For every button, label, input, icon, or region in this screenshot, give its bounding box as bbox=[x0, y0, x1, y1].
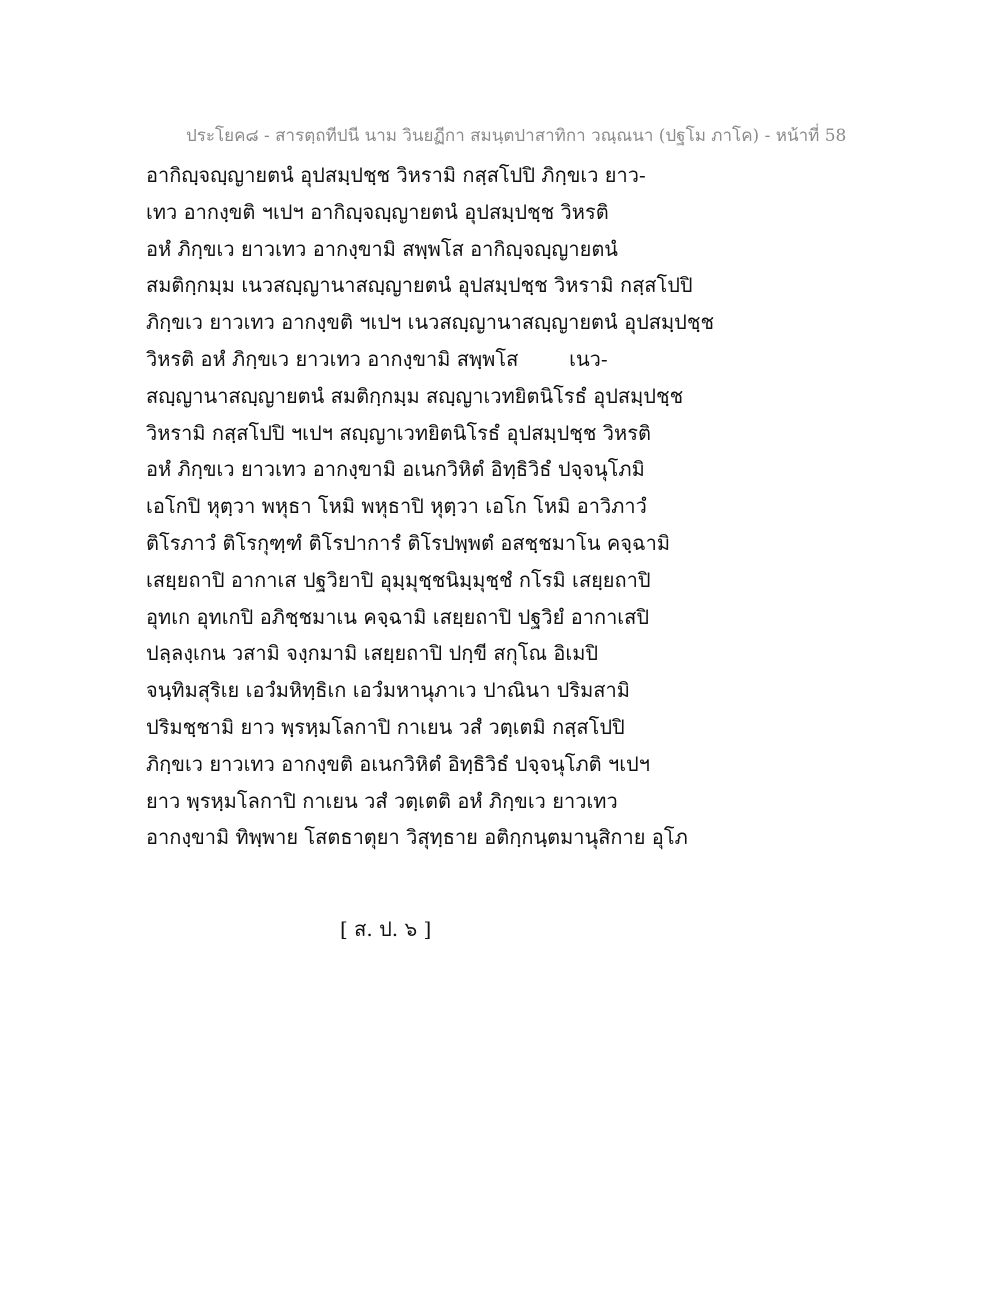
text-line: ยาว พฺรหฺมโลกาปิ กาเยน วสํ วตฺเตติ อหํ ภิกฺขเว ยาวเทว bbox=[146, 788, 618, 813]
text-line: วิหรติ อหํ ภิกฺขเว ยาวเทว อากงฺขามิ สพฺพโส เนว- bbox=[146, 346, 608, 371]
text-line: วิหรามิ กสฺสโปปิ ฯเปฯ สญฺญาเวทยิตนิโรธํ อุปสมฺปชฺช วิหรติ bbox=[146, 420, 651, 445]
text-line: อหํ ภิกฺขเว ยาวเทว อากงฺขามิ อเนกวิหิตํ อิทฺธิวิธํ ปจฺจนุโภมิ bbox=[146, 457, 645, 482]
text-line: ภิกฺขเว ยาวเทว อากงฺขติ ฯเปฯ เนวสญฺญานาสญฺญายตนํ อุปสมฺปชฺช bbox=[146, 310, 715, 335]
text-line: สมติกฺกมฺม เนวสญฺญานาสญฺญายตนํ อุปสมฺปชฺช วิหรามิ กสฺสโปปิ bbox=[146, 273, 693, 298]
text-line: เทว อากงฺขติ ฯเปฯ อากิญฺจญฺญายตนํ อุปสมฺปชฺช วิหรติ bbox=[146, 199, 609, 224]
text-line: จนฺทิมสุริเย เอวํมหิทฺธิเก เอวํมหานุภาเว ปาณินา ปริมสามิ bbox=[146, 678, 630, 703]
text-line: สญฺญานาสญฺญายตนํ สมติกฺกมฺม สญฺญาเวทยิตนิโรธํ อุปสมฺปชฺช bbox=[146, 383, 684, 408]
text-line: ติโรภาวํ ติโรกุฑฺฑํ ติโรปาการํ ติโรปพฺพตํ อสชฺชมาโน คจฺฉามิ bbox=[146, 530, 671, 555]
running-header: ประโยค๘ - สารตฺถทีปนี นาม วินยฏีกา สมนฺตปาสาทิกา วณฺณนา (ปฐโม ภาโค) - หน้าที่ 58 bbox=[186, 126, 847, 146]
text-line: อหํ ภิกฺขเว ยาวเทว อากงฺขามิ สพฺพโส อากิญฺจญฺญายตนํ bbox=[146, 236, 618, 261]
text-line: ภิกฺขเว ยาวเทว อากงฺขติ อเนกวิหิตํ อิทฺธิวิธํ ปจฺจนุโภติ ฯเปฯ bbox=[146, 751, 650, 776]
text-line: ปลฺลงฺเกน วสามิ จงฺกมามิ เสยฺยถาปิ ปกฺขี สกุโณ อิเมปิ bbox=[146, 641, 599, 666]
text-line: เอโกปิ หุตฺวา พหุธา โหมิ พหุธาปิ หุตฺวา เอโก โหมิ อาวิภาวํ bbox=[146, 494, 647, 519]
text-line: ปริมชฺชามิ ยาว พฺรหฺมโลกาปิ กาเยน วสํ วตฺเตมิ กสฺสโปปิ bbox=[146, 714, 625, 739]
body-text bbox=[146, 160, 715, 859]
text-line: อากงฺขามิ ทิพฺพาย โสตธาตุยา วิสุทฺธาย อติกฺกนฺตมานุสิกาย อุโภ bbox=[146, 825, 688, 850]
text-line: อุทเก อุทเกปิ อภิชฺชมาเน คจฺฉามิ เสยฺยถาปิ ปฐวิยํ อากาเสปิ bbox=[146, 604, 650, 629]
page-signature: [ ส. ป. ๖ ] bbox=[340, 917, 432, 941]
text-line: เสยฺยถาปิ อากาเส ปฐวิยาปิ อุมฺมุชฺชนิมฺมุชฺชํ กโรมิ เสยฺยถาปิ bbox=[146, 567, 651, 592]
text-line: อากิญฺจญฺญายตนํ อุปสมฺปชฺช วิหรามิ กสฺสโปปิ ภิกฺขเว ยาว- bbox=[146, 163, 646, 187]
